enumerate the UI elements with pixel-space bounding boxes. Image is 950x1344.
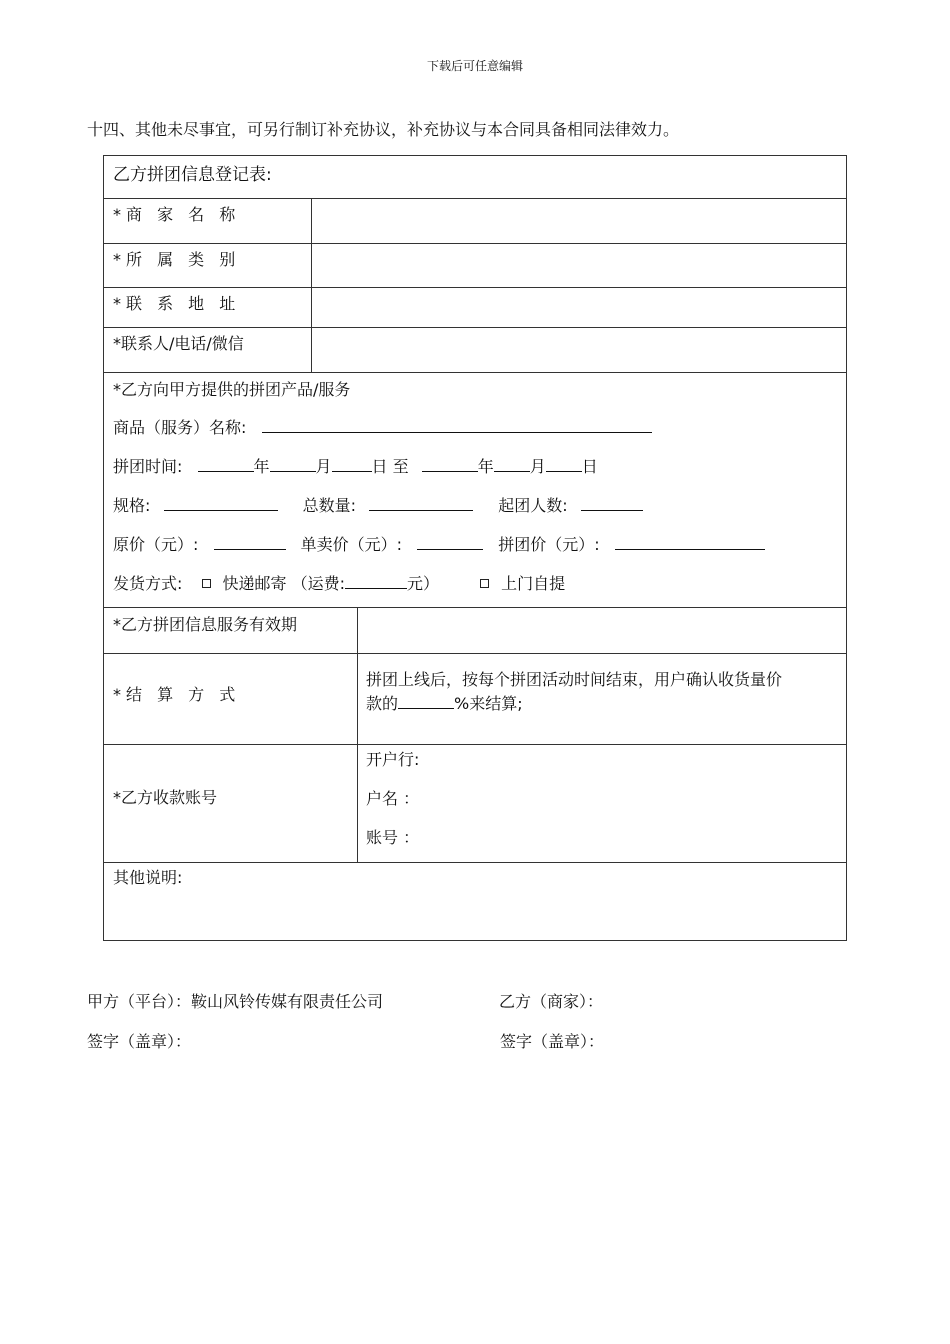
- account-label: *乙方收款账号: [113, 788, 218, 807]
- total-qty-blank[interactable]: [369, 496, 473, 511]
- clause-14: 十四、其他未尽事宜，可另行制订补充协议，补充协议与本合同具备相同法律效力。: [87, 120, 680, 139]
- product-section: [104, 373, 846, 608]
- end-month-blank[interactable]: [494, 457, 530, 472]
- contact-label: *联系人/电话/微信: [113, 334, 244, 353]
- end-day-unit: 日: [581, 457, 598, 476]
- table-title: 乙方拼团信息登记表:: [113, 165, 272, 185]
- address-row: [104, 288, 846, 328]
- product-name-label: 商品（服务）名称:: [113, 418, 247, 437]
- party-b: 乙方（商家）：: [499, 992, 604, 1011]
- table-title-row: [104, 156, 846, 199]
- settlement-label: *结 算 方 式: [113, 685, 241, 704]
- merchant-name-field[interactable]: [312, 199, 846, 243]
- other-notes-label: 其他说明:: [113, 868, 183, 887]
- settlement-text-line-2: 款的 %来结算;: [366, 694, 523, 713]
- header-note: 下载后可任意编辑: [426, 59, 523, 73]
- start-year-blank[interactable]: [198, 457, 254, 472]
- shipping-line: [113, 571, 565, 594]
- express-label: 快递邮寄 （运费:: [222, 574, 345, 593]
- original-price-label: 原价（元）:: [113, 535, 199, 554]
- start-day-blank[interactable]: [332, 457, 372, 472]
- total-qty-label: 总数量:: [302, 496, 356, 515]
- settlement-percent-blank[interactable]: [398, 694, 454, 709]
- product-section-label: *乙方向甲方提供的拼团产品/服务: [113, 380, 351, 399]
- start-day-unit: 日 至: [371, 457, 409, 476]
- min-people-blank[interactable]: [581, 496, 643, 511]
- group-price-label: 拼团价（元）:: [498, 535, 600, 554]
- pickup-checkbox[interactable]: [480, 579, 489, 588]
- address-label: *联 系 地 址: [113, 294, 241, 313]
- category-row: [104, 244, 846, 288]
- start-month-blank[interactable]: [270, 457, 316, 472]
- end-year-unit: 年: [477, 457, 494, 476]
- start-year-unit: 年: [253, 457, 270, 476]
- bank-label: 开户行:: [366, 750, 420, 769]
- spec-label: 规格:: [113, 496, 151, 515]
- min-people-label: 起团人数:: [498, 496, 568, 515]
- validity-field[interactable]: [358, 608, 846, 653]
- spec-line: [113, 493, 643, 516]
- end-month-unit: 月: [529, 457, 546, 476]
- contact-row: [104, 328, 846, 373]
- freight-blank[interactable]: [345, 574, 407, 589]
- settlement-row: [104, 654, 846, 745]
- group-time-label: 拼团时间:: [113, 457, 183, 476]
- express-checkbox[interactable]: [202, 579, 211, 588]
- contact-field[interactable]: [312, 328, 846, 372]
- shipping-label: 发货方式:: [113, 574, 183, 593]
- account-number-label: 账号 ：: [366, 828, 420, 847]
- merchant-name-label: *商 家 名 称: [113, 205, 241, 224]
- price-line: [113, 532, 765, 555]
- start-month-unit: 月: [315, 457, 332, 476]
- account-name-label: 户名 ：: [366, 789, 420, 808]
- spec-blank[interactable]: [164, 496, 278, 511]
- group-time-line: [113, 454, 598, 477]
- product-name-line: [113, 415, 652, 438]
- end-year-blank[interactable]: [422, 457, 478, 472]
- product-name-blank[interactable]: [262, 418, 652, 433]
- validity-label: *乙方拼团信息服务有效期: [113, 615, 298, 634]
- original-price-blank[interactable]: [214, 535, 286, 550]
- party-a: 甲方（平台）：鞍山风铃传媒有限责任公司: [87, 992, 384, 1011]
- category-field[interactable]: [312, 244, 846, 287]
- freight-unit: 元）: [406, 574, 439, 593]
- account-row: [104, 745, 846, 863]
- category-label: *所 属 类 别: [113, 250, 241, 269]
- merchant-name-row: [104, 199, 846, 244]
- pickup-label: 上门自提: [501, 574, 566, 593]
- registration-table: [103, 155, 847, 941]
- party-a-signature: 签字（盖章）：: [87, 1032, 192, 1051]
- end-day-blank[interactable]: [546, 457, 582, 472]
- settlement-text-line-1: 拼团上线后，按每个拼团活动时间结束，用户确认收货量价: [366, 670, 783, 689]
- single-price-blank[interactable]: [417, 535, 483, 550]
- settlement-text: [366, 654, 844, 744]
- validity-row: [104, 608, 846, 654]
- single-price-label: 单卖价（元）:: [300, 535, 402, 554]
- address-field[interactable]: [312, 288, 846, 327]
- other-notes-row: [104, 863, 846, 940]
- party-b-signature: 签字（盖章）：: [500, 1032, 605, 1051]
- group-price-blank[interactable]: [615, 535, 765, 550]
